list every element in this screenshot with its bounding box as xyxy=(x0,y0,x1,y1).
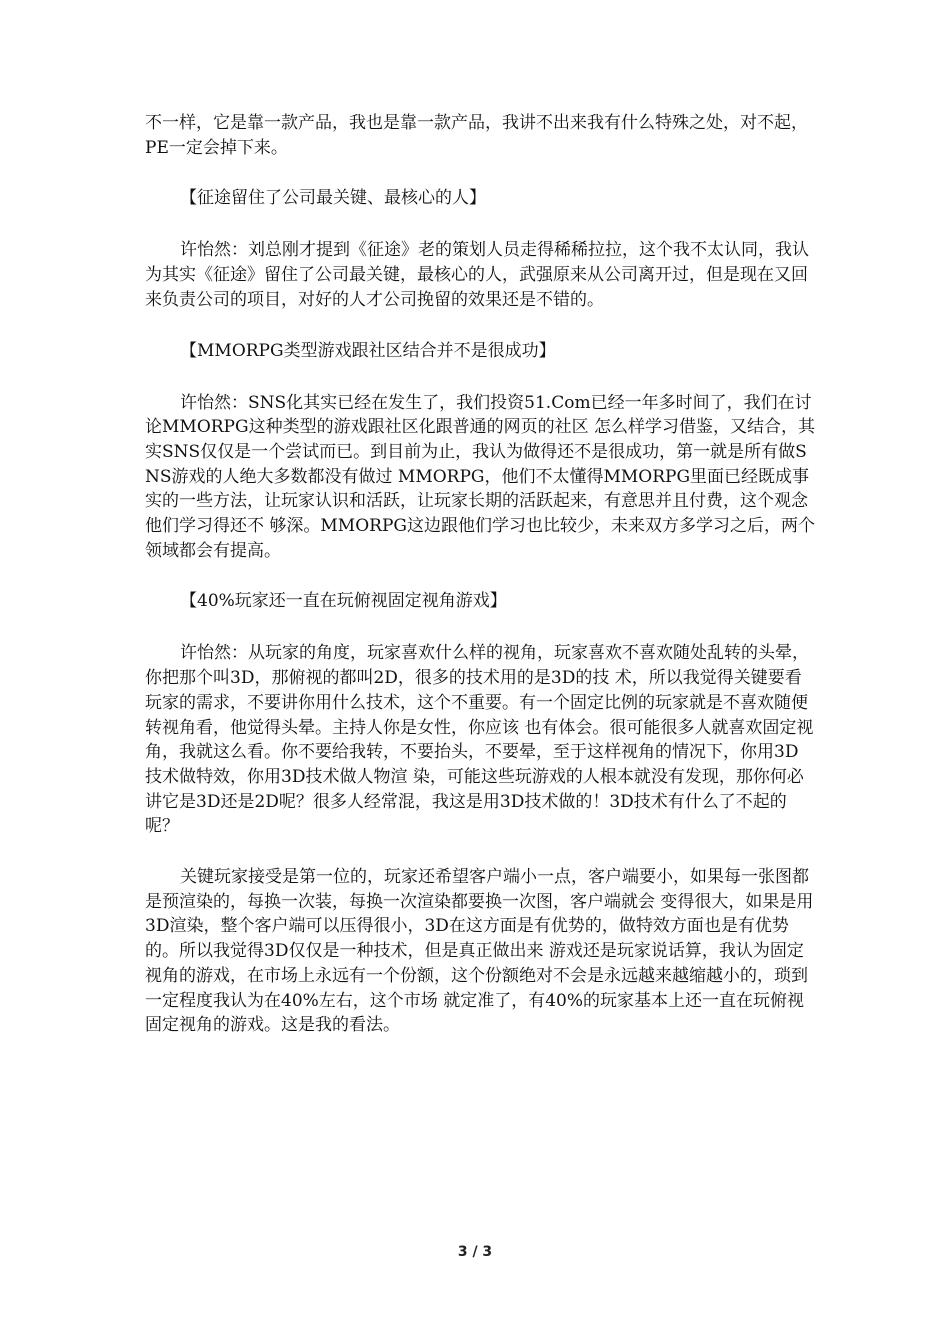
section-heading-mmorpg-community: 【MMORPG类型游戏跟社区结合并不是很成功】 xyxy=(180,340,556,361)
paragraph-fixed-view: 许怡然：从玩家的角度，玩家喜欢什么样的视角，玩家喜欢不喜欢随处乱转的头晕，你把那个叫3D，那俯视的都叫2D，很多的技术用的是3D的技 术，所以我觉得关键要看玩家的需求，不要讲你用什么技术，这个不重要。有一个固定比例的玩家就是不喜欢随便转视角看，他觉得头晕。主持人你是女性，你应该 也有体会。很可能很多人就喜欢固定视角，我就这么看。你不要给我转，不要抬头，不要晕，至于这样视角的情况下，你用3D技术做特效，你用3D技术做人物渲 染，可能这些玩游戏的人根本就没有发现，那你何必讲它是3D还是2D呢？很多人经常混，我这是用3D技术做的！3D技术有什么了不起的呢？ xyxy=(145,643,814,837)
paragraph-continuation: 不一样，它是靠一款产品，我也是靠一款产品，我讲不出来我有什么特殊之处，对不起，PE一定会掉下来。 xyxy=(145,113,808,158)
paragraph-mmorpg-community: 许怡然：SNS化其实已经在发生了，我们投资51.Com已经一年多时间了，我们在讨论MMORPG这种类型的游戏跟社区化跟普通的网页的社区 怎么样学习借鉴，又结合，其实SNS仅仅是一个尝试而已。到目前为止，我认为做得还不是很成功，第一就是所有做SNS游戏的人绝大多数都没有做过 MMORPG，他们不太懂得MMORPG里面已经既成事实的一些方法，让玩家认识和活跃，让玩家长期的活跃起来，有意思并且付费，这个观念他们学习得还不 够深。MMORPG这边跟他们学习也比较少，未来双方多学习之后，两个领域都会有提高。 xyxy=(145,392,815,561)
paragraph-core-staff: 许怡然：刘总刚才提到《征途》老的策划人员走得稀稀拉拉，这个我不太认同，我认为其实《征途》留住了公司最关键，最核心的人，武强原来从公司离开过，但是现在又回来负责公司的项目，对好的人才公司挽留的效果还是不错的。 xyxy=(145,240,809,310)
page-number: 3 / 3 xyxy=(457,1244,493,1260)
document-body xyxy=(145,111,815,1064)
paragraph-player-acceptance: 关键玩家接受是第一位的，玩家还希望客户端小一点，客户端要小，如果每一张图都是预渲染的，每换一次装，每换一次渲染都要换一次图，客户端就会 变得很大，如果是用3D渲染，整个客户端可以压得很小，3D在这方面是有优势的，做特效方面也是有优势的。所以我觉得3D仅仅是一种技术，但是真正做出来 游戏还是玩家说话算，我认为固定视角的游戏，在市场上永远有一个份额，这个份额绝对不会是永远越来越缩越小的，琐到一定程度我认为在40%左右，这个市场 就定准了，有40%的玩家基本上还一直在玩俯视固定视角的游戏。这是我的看法。 xyxy=(145,867,814,1036)
section-heading-core-staff: 【征途留住了公司最关键、最核心的人】 xyxy=(180,188,486,209)
section-heading-fixed-view: 【40%玩家还一直在玩俯视固定视角游戏】 xyxy=(180,591,507,612)
